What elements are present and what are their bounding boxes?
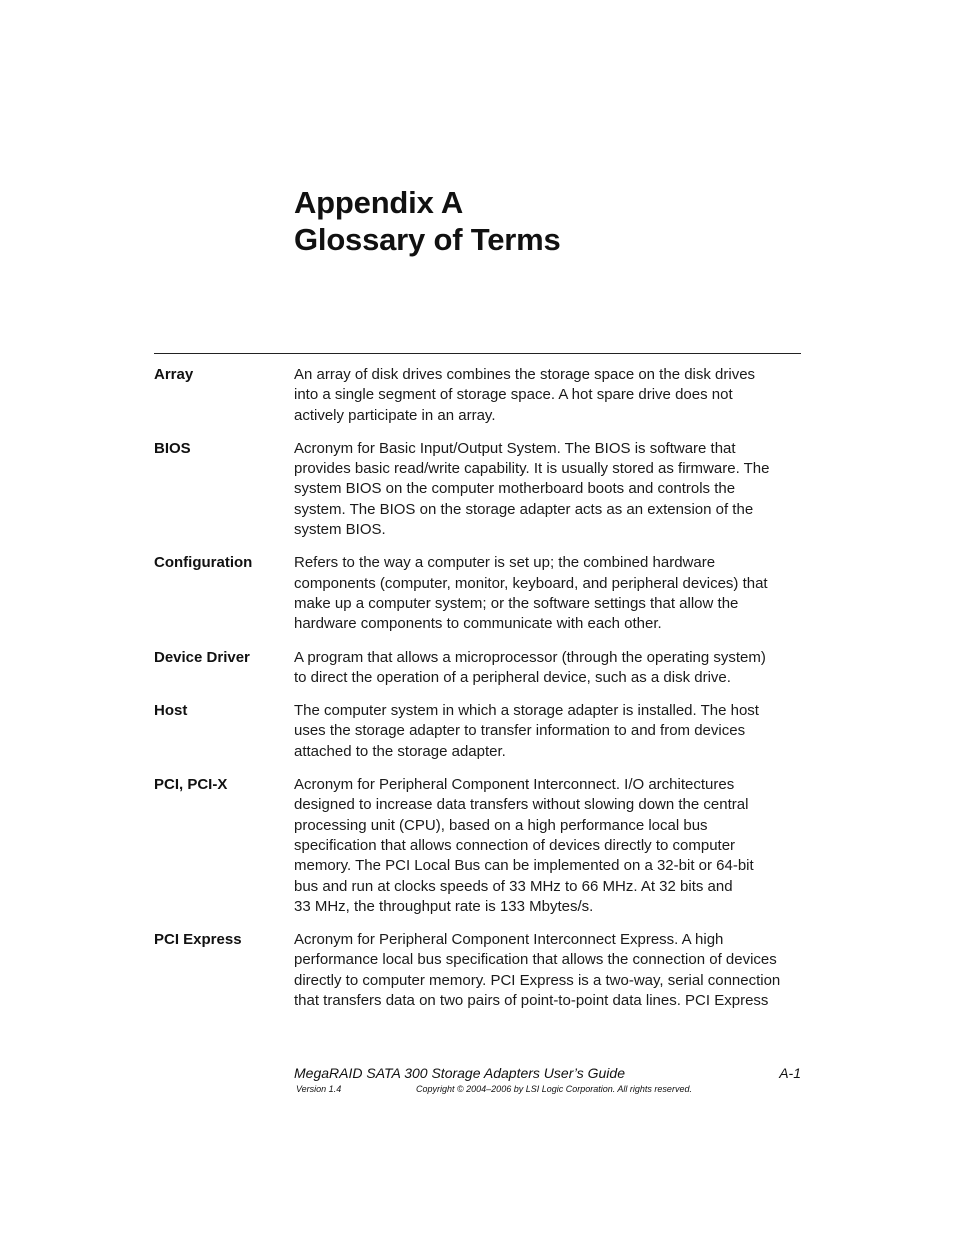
glossary-entry xyxy=(154,365,801,426)
glossary-term: Array xyxy=(154,366,194,383)
divider-rule xyxy=(154,353,801,354)
definition-line: system BIOS. xyxy=(294,521,386,539)
glossary-definition xyxy=(294,439,801,540)
definition-line: processing unit (CPU), based on a high performance local bus xyxy=(294,816,708,834)
glossary-definition xyxy=(294,701,801,762)
glossary-term: Host xyxy=(154,702,188,720)
definition-line: A program that allows a microprocessor (through the operating system) xyxy=(294,648,766,666)
appendix-label: Appendix A xyxy=(294,185,464,220)
definition-line: make up a computer system; or the software settings that allow the xyxy=(294,594,739,612)
definition-line: system BIOS on the computer motherboard boots and controls the xyxy=(294,480,736,498)
definition-line: Acronym for Peripheral Component Interconnect. I/O architectures xyxy=(294,776,735,794)
glossary-entry xyxy=(154,775,801,917)
footer-version: Version 1.4 xyxy=(296,1084,342,1094)
definition-line: Acronym for Basic Input/Output System. The BIOS is software that xyxy=(294,439,736,457)
definition-line: to direct the operation of a peripheral device, such as a disk drive. xyxy=(294,668,731,686)
page-title xyxy=(294,184,561,258)
definition-line: provides basic read/write capability. It is usually stored as firmware. The xyxy=(294,460,770,478)
glossary-definition xyxy=(294,930,801,1011)
footer-document-title: MegaRAID SATA 300 Storage Adapters User’s Guide xyxy=(294,1065,625,1081)
definition-line: attached to the storage adapter. xyxy=(294,742,506,760)
definition-line: performance local bus specification that allows the connection of devices xyxy=(294,951,777,969)
definition-line: The computer system in which a storage adapter is installed. The host xyxy=(294,702,759,720)
definition-line: into a single segment of storage space. A hot spare drive does not xyxy=(294,386,733,404)
definition-line: designed to increase data transfers without slowing down the central xyxy=(294,796,749,814)
glossary-entry xyxy=(154,439,801,540)
glossary-definition xyxy=(294,553,801,634)
definition-line: hardware components to communicate with each other. xyxy=(294,615,662,633)
glossary-term: BIOS xyxy=(154,439,191,457)
definition-line: directly to computer memory. PCI Express is a two-way, serial connection xyxy=(294,971,781,989)
definition-line: Acronym for Peripheral Component Interconnect Express. A high xyxy=(294,931,724,949)
appendix-title: Glossary of Terms xyxy=(294,222,561,257)
glossary-definition xyxy=(294,775,801,917)
definition-line: specification that allows connection of devices directly to computer xyxy=(294,836,736,854)
definition-line: memory. The PCI Local Bus can be implemented on a 32-bit or 64-bit xyxy=(294,857,754,875)
definition-line: actively participate in an array. xyxy=(294,406,496,424)
glossary-term: Device Driver xyxy=(154,648,250,666)
glossary-term: PCI Express xyxy=(154,931,242,949)
footer-page-number: A-1 xyxy=(779,1065,801,1081)
glossary-entry xyxy=(154,701,801,762)
glossary-list xyxy=(154,365,801,1024)
footer-copyright: Copyright © 2004–2006 by LSI Logic Corporation. All rights reserved. xyxy=(416,1084,692,1094)
glossary-entry xyxy=(154,930,801,1011)
glossary-entry xyxy=(154,648,801,689)
glossary-term: PCI, PCI-X xyxy=(154,776,228,794)
glossary-entry xyxy=(154,553,801,634)
definition-line: uses the storage adapter to transfer information to and from devices xyxy=(294,722,746,740)
glossary-definition xyxy=(294,365,801,426)
glossary-definition xyxy=(294,648,801,689)
definition-line: 33 MHz, the throughput rate is 133 Mbytes/s. xyxy=(294,897,594,915)
definition-line: Refers to the way a computer is set up; the combined hardware xyxy=(294,554,716,572)
definition-line: system. The BIOS on the storage adapter acts as an extension of the xyxy=(294,500,754,518)
definition-line: An array of disk drives combines the storage space on the disk drives xyxy=(294,366,756,383)
definition-line: that transfers data on two pairs of point-to-point data lines. PCI Express xyxy=(294,992,769,1010)
definition-line: components (computer, monitor, keyboard, and peripheral devices) that xyxy=(294,574,768,592)
glossary-term: Configuration xyxy=(154,554,253,572)
definition-line: bus and run at clocks speeds of 33 MHz to 66 MHz. At 32 bits and xyxy=(294,877,733,895)
